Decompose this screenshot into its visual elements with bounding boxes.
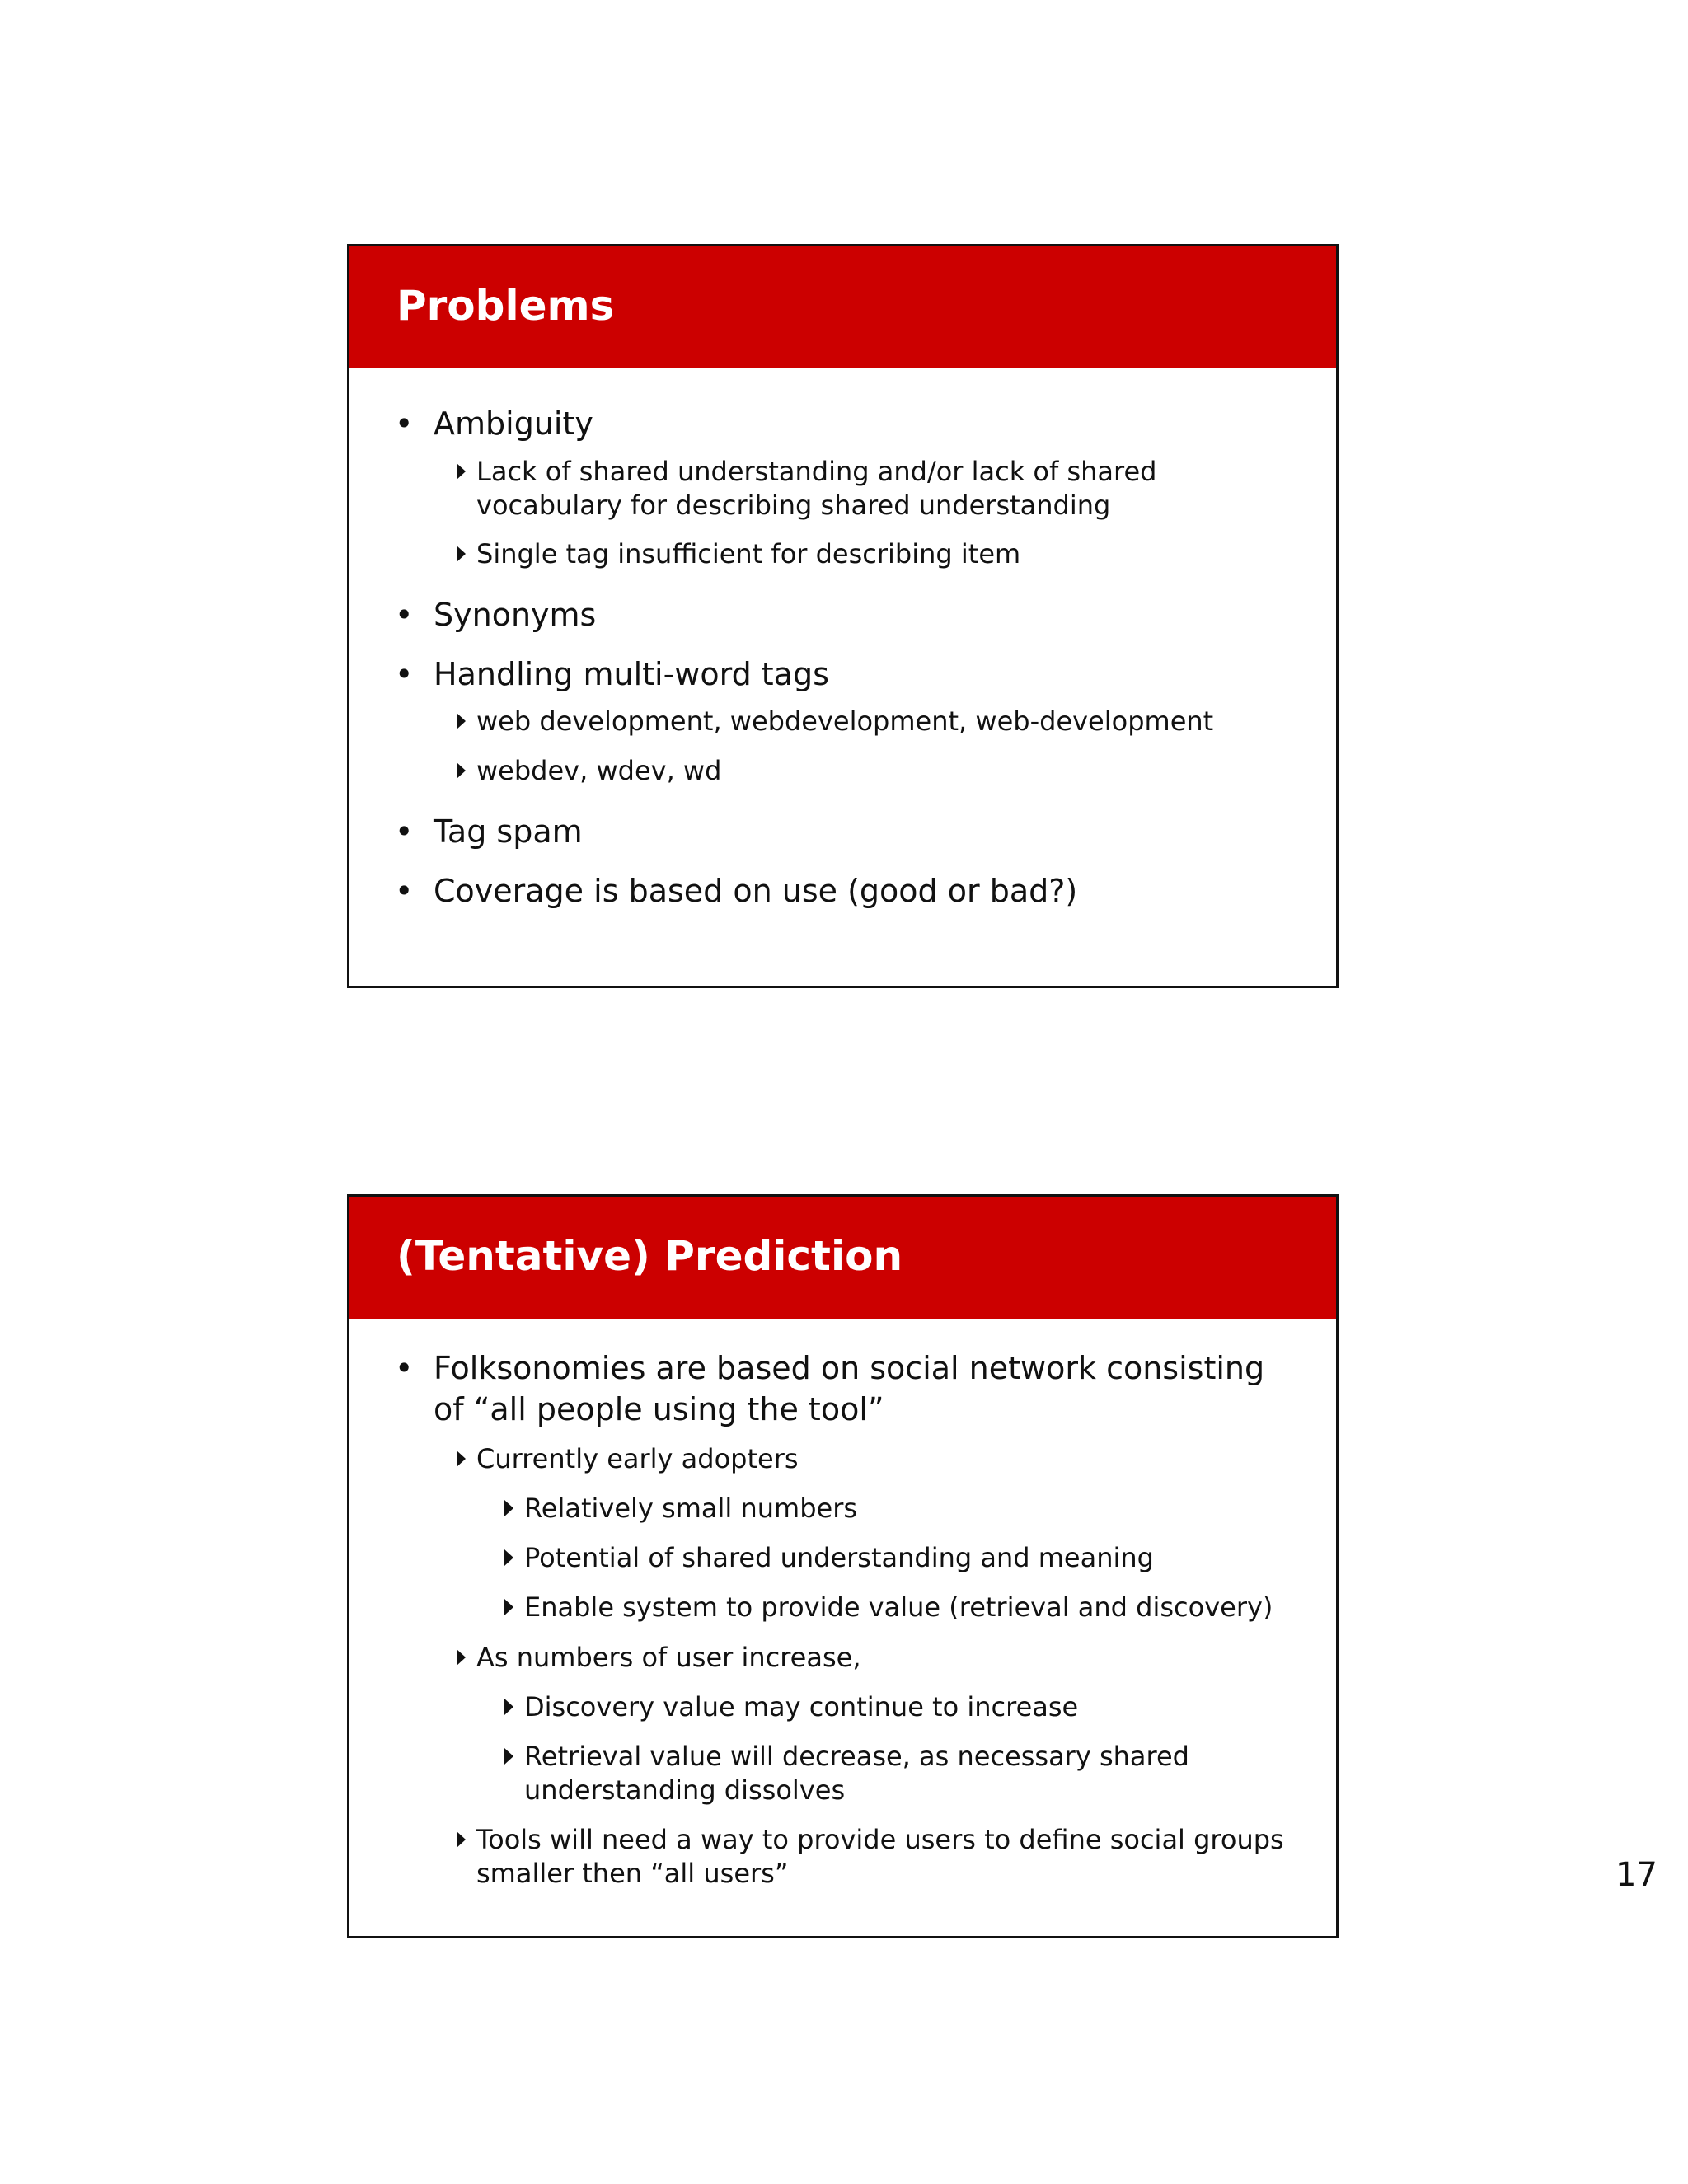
bullet-text: Single tag insufficient for describing item (476, 538, 1021, 569)
bullet-marker: • (395, 873, 414, 909)
sub-sub-bullet-item (504, 1690, 1287, 1724)
bullet-item (395, 811, 1285, 852)
page-number: 17 (1615, 1856, 1658, 1894)
bullet-text: As numbers of user increase, (476, 1642, 861, 1673)
bullet-item (395, 403, 1285, 444)
sub-bullet-item (457, 455, 1297, 523)
bullet-text: Potential of shared understanding and meaning (524, 1542, 1154, 1573)
bullet-item (395, 654, 1285, 695)
sub-bullet-item (457, 1641, 1297, 1675)
slide-title: Problems (396, 282, 615, 330)
triangle-bullet-icon (457, 713, 466, 729)
slide-body (349, 368, 1336, 986)
triangle-bullet-icon (457, 1831, 466, 1848)
triangle-bullet-icon (504, 1549, 513, 1566)
triangle-bullet-icon (457, 546, 466, 562)
bullet-item (395, 594, 1285, 635)
sub-sub-bullet-item (504, 1541, 1287, 1575)
bullet-text: Coverage is based on use (good or bad?) (434, 873, 1078, 909)
triangle-bullet-icon (504, 1748, 513, 1765)
bullet-text: Folksonomies are based on social network consisting of “all people using the tool” (434, 1350, 1265, 1427)
bullet-text: Retrieval value will decrease, as necessary shared understanding dissolves (524, 1741, 1189, 1806)
bullet-text: Tools will need a way to provide users to define social groups smaller then “all users” (476, 1824, 1284, 1889)
triangle-bullet-icon (504, 1699, 513, 1715)
bullet-text: webdev, wdev, wd (476, 755, 722, 786)
bullet-text: Currently early adopters (476, 1443, 799, 1474)
triangle-bullet-icon (457, 762, 466, 779)
sub-bullet-item (457, 754, 1297, 788)
slide-tentative-prediction (347, 1194, 1339, 1938)
triangle-bullet-icon (504, 1500, 513, 1516)
bullet-text: Ambiguity (434, 405, 593, 442)
bullet-text: Discovery value may continue to increase (524, 1691, 1079, 1722)
triangle-bullet-icon (457, 463, 466, 480)
triangle-bullet-icon (504, 1599, 513, 1615)
bullet-text: Synonyms (434, 597, 597, 633)
bullet-marker: • (395, 1350, 414, 1386)
sub-sub-bullet-item (504, 1492, 1287, 1526)
sub-bullet-item (457, 705, 1297, 738)
slide-header (349, 1197, 1336, 1319)
bullet-text: Handling multi-word tags (434, 656, 829, 692)
bullet-text: Enable system to provide value (retrieval and discovery) (524, 1591, 1273, 1623)
bullet-text: Lack of shared understanding and/or lack of shared vocabulary for describing shared understanding (476, 456, 1157, 521)
bullet-text: web development, webdevelopment, web-development (476, 705, 1214, 737)
slide-body (349, 1319, 1336, 1936)
bullet-text: Relatively small numbers (524, 1493, 858, 1524)
slide-problems (347, 244, 1339, 988)
bullet-marker: • (395, 656, 414, 692)
sub-bullet-item (457, 1442, 1297, 1476)
bullet-item (395, 1347, 1285, 1430)
sub-sub-bullet-item (504, 1591, 1287, 1624)
triangle-bullet-icon (457, 1451, 466, 1467)
bullet-text: Tag spam (434, 813, 583, 850)
triangle-bullet-icon (457, 1649, 466, 1666)
bullet-item (395, 870, 1285, 912)
sub-bullet-item (457, 1823, 1297, 1891)
sub-bullet-item (457, 537, 1297, 571)
bullet-marker: • (395, 405, 414, 442)
sub-sub-bullet-item (504, 1740, 1287, 1807)
slide-title: (Tentative) Prediction (396, 1232, 903, 1280)
bullet-marker: • (395, 597, 414, 633)
slide-header (349, 246, 1336, 368)
bullet-marker: • (395, 813, 414, 850)
